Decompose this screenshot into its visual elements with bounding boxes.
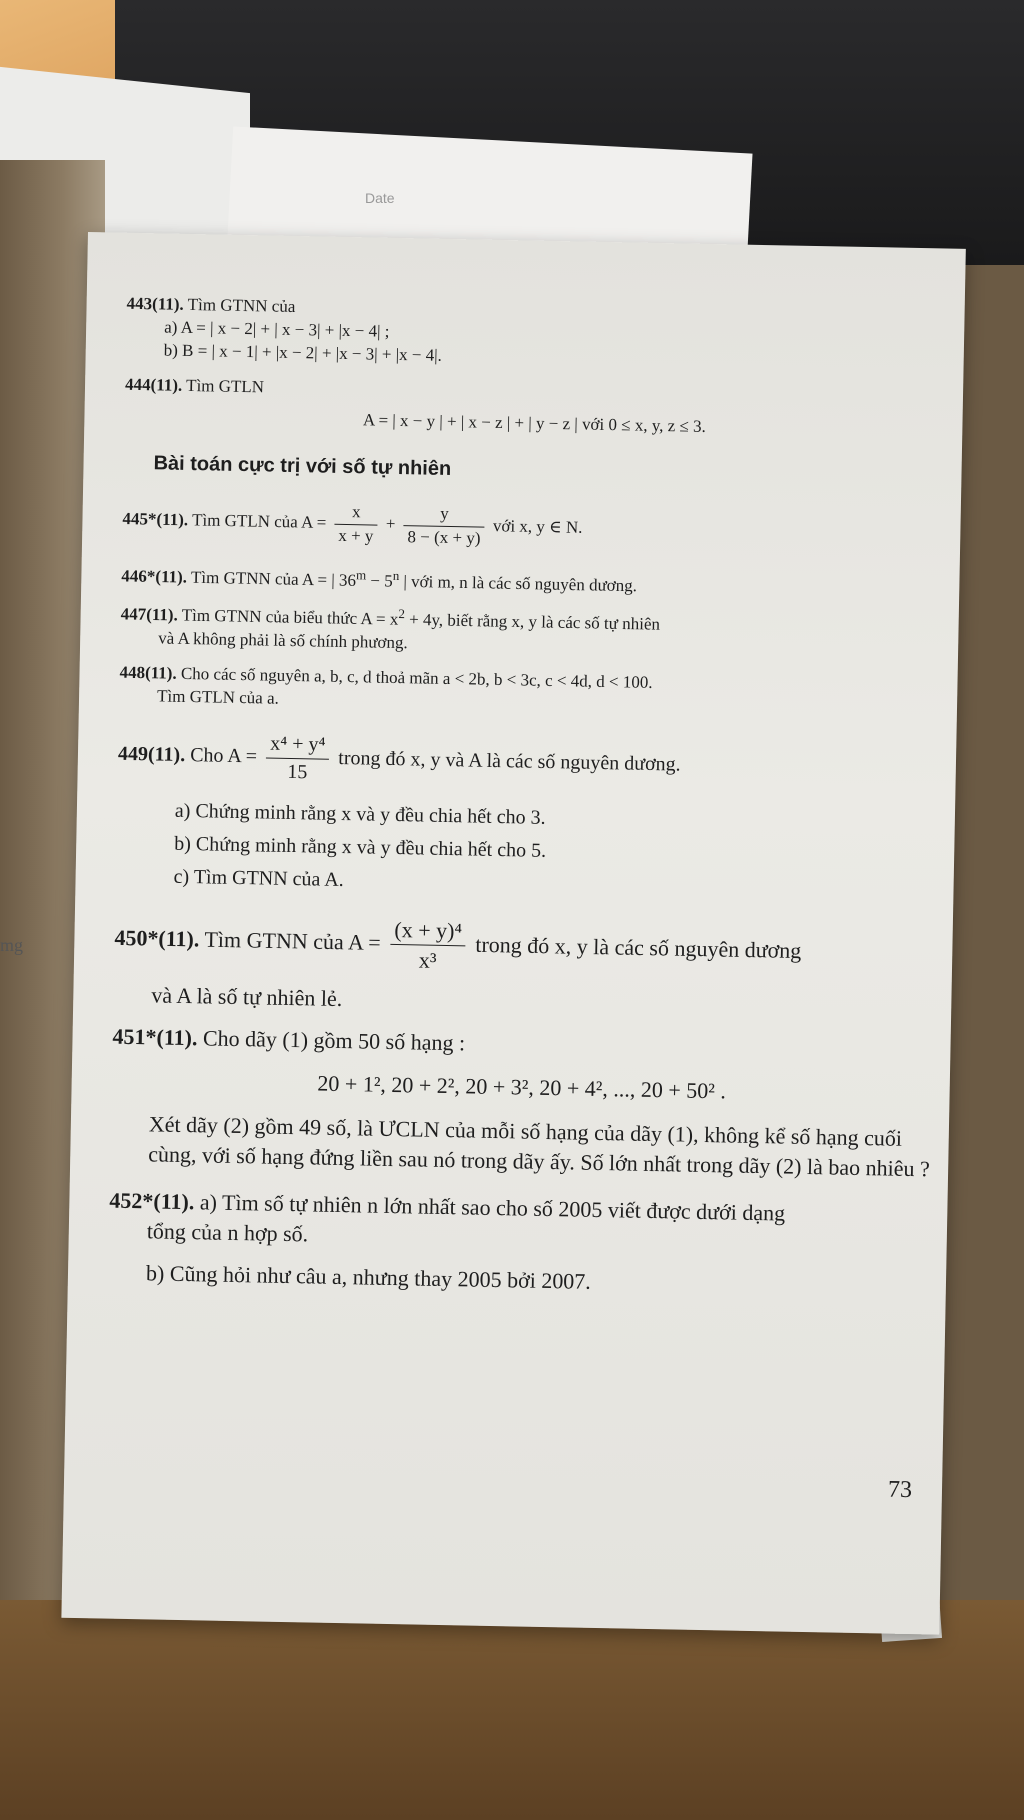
date-label: Date	[365, 190, 395, 206]
book-page	[61, 232, 965, 1635]
problem-448: 448(11). Cho các số nguyên a, b, c, d thoả mãn a < 2b, b < 3c, c < 4d, d < 100. Tìm GTLN của a.	[119, 662, 653, 708]
fraction-449: $\frac{\text{x⁴ + y⁴}}{15}$	[265, 730, 329, 786]
problem-447: 447(11). Tìm GTNN của biểu thức $A = x^2 + 4y$, biết rằng x, y là các số tự nhiên và A không phải là số chính phương.	[120, 604, 661, 652]
page-content	[108, 293, 947, 1315]
problem-451: 451*(11). Cho dãy (1) gồm 50 số hạng : 20 + 1², 20 + 2², 20 + 3², 20 + 4², ..., 20 + 50² . Xét dãy (2) gồm 49 số, là ƯCLN của mỗi số hạng của dãy (1), không kể số hạng cuối cùng, với số hạng đứng liền sau nó trong dãy ấy. Số lớn nhất trong dãy (2) là bao nhiêu ?	[110, 1021, 933, 1183]
problem-452-b: b) Cũng hỏi như câu a, nhưng thay 2005 bởi 2007.	[145, 1260, 592, 1294]
problem-444-formula: A = | x − y | + | x − z | + | y − z | với 0 ≤ x, y, z ≤ 3.	[362, 410, 707, 436]
fraction-2: $\frac{y}{8 - (x + y)}$	[403, 502, 485, 550]
problem-452: 452*(11). a) Tìm số tự nhiên n lớn nhất sao cho số 2005 viết được dưới dạng tổng của n hợp số. b) Cũng hỏi như câu a, nhưng thay 2005 bởi 2007.	[108, 1186, 930, 1303]
problem-449-c: c) Tìm GTNN của A.	[173, 865, 344, 891]
side-scrap-text: mg	[0, 935, 24, 955]
problem-443-b: b) B = | x − 1| + |x − 2| + |x − 3| + |x − 4|.	[163, 340, 443, 365]
problem-451-body: Xét dãy (2) gồm 49 số, là ƯCLN của mỗi số hạng của dãy (1), không kể số hạng cuối cùng, với số hạng đứng liền sau nó trong dãy ấy. Số lớn nhất trong dãy (2) là bao nhiêu ?	[148, 1111, 931, 1182]
page-number: 73	[887, 1476, 913, 1504]
problem-444: 444(11). Tìm GTLN A = | x − y | + | x − z | + | y − z | với 0 ≤ x, y, z ≤ 3.	[124, 374, 945, 444]
problem-450: 450*(11). Tìm GTNN của A = $\frac{\text{(x + y)⁴}}{\text{x³}}$ trong đó x, y là các số nguyên dương và A là số tự nhiên lẻ.	[113, 909, 935, 1025]
problem-449-b: b) Chứng minh rằng x và y đều chia hết cho 5.	[174, 832, 547, 862]
fraction-450: $\frac{\text{(x + y)⁴}}{\text{x³}}$	[390, 914, 467, 976]
section-title: Bài toán cực trị với số tự nhiên	[153, 451, 452, 480]
fraction-1: $\frac{x}{x + y}$	[334, 500, 378, 548]
sequence: 20 + 1², 20 + 2², 20 + 3², 20 + 4², ..., 20 + 50² .	[317, 1070, 727, 1104]
problem-449-a: a) Chứng minh rằng x và y đều chia hết cho 3.	[174, 799, 546, 829]
problem-443-a: a) A = | x − 2| + | x − 3| + |x − 4| ;	[164, 317, 390, 341]
problem-446: 446*(11). Tìm GTNN của A = | $36^m - 5^n$ | với m, n là các số nguyên dương.	[121, 565, 638, 595]
problem-449: 449(11). Cho A = $\frac{\text{x⁴ + y⁴}}{15}$ trong đó x, y và A là các số nguyên dương. a) Chứng minh rằng x và y đều chia hết cho 3. b) Chứng minh rằng x và y đều chia hết cho 5. c) Tìm GTNN của A.	[115, 727, 938, 905]
problem-445: 445*(11). Tìm GTLN của A = $\frac{x}{x + y}$ + $\frac{y}{8 - (x + y)}$ với x, y ∈ N.	[122, 496, 943, 559]
problem-443: 443(11). Tìm GTNN của a) A = | x − 2| + | x − 3| + |x − 4| ; b) B = | x − 1| + |x − 2| + |x − 3| + |x − 4|.	[126, 293, 947, 378]
